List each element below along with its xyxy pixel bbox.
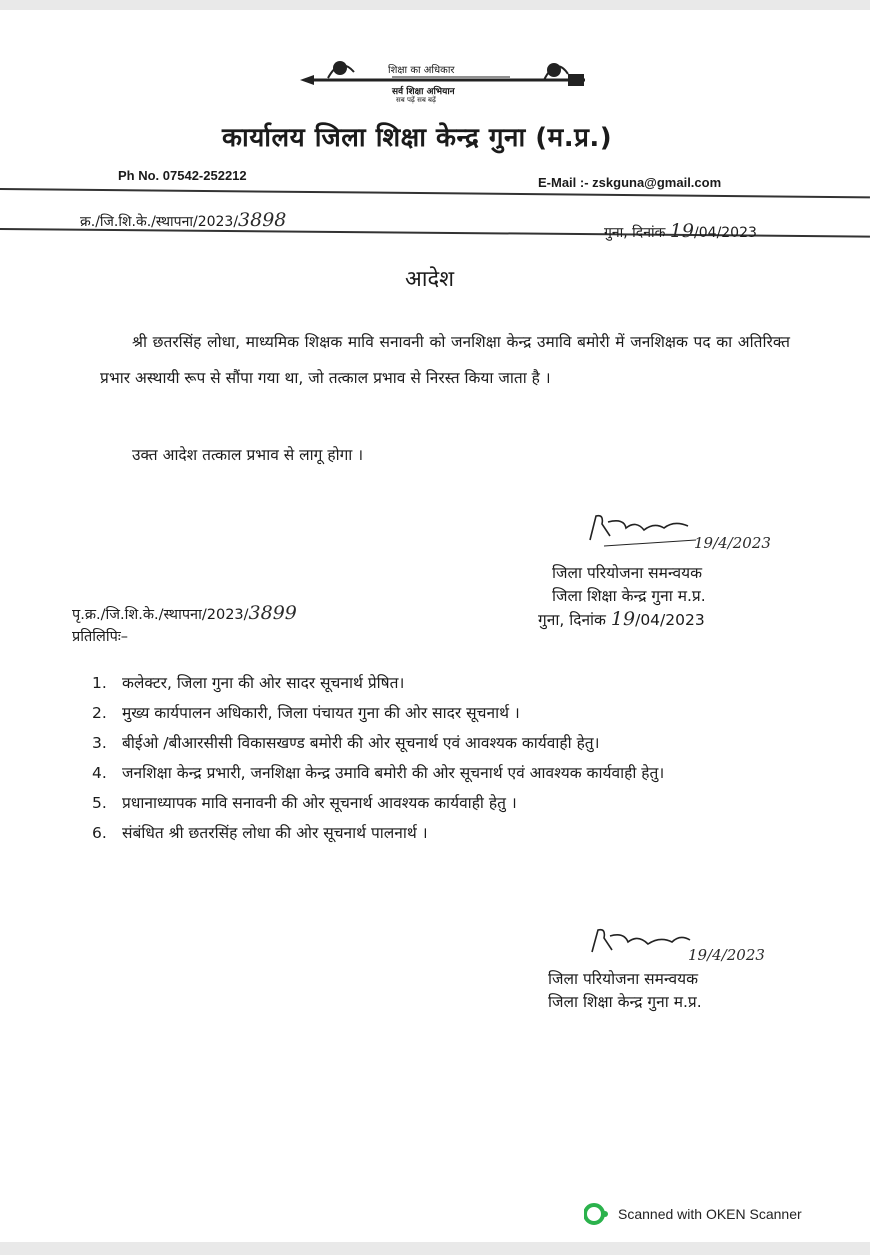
scanner-watermark bbox=[584, 1203, 802, 1228]
pencil-logo-icon bbox=[300, 50, 600, 110]
distribution-list bbox=[92, 672, 792, 852]
list-item-text: संबंधित श्री छतरसिंह लोधा की ओर सूचनार्थ पालनार्थ । bbox=[122, 824, 428, 842]
scanner-watermark-text: Scanned with OKEN Scanner bbox=[618, 1206, 802, 1223]
list-item-number: 5. bbox=[92, 794, 107, 812]
copy-reference-prefix: पृ.क्र./जि.शि.के./स्थापना/2023/ bbox=[72, 607, 249, 623]
order-heading: आदेश bbox=[405, 267, 455, 292]
header-rule-top bbox=[0, 188, 870, 198]
reference-prefix: क्र./जि.शि.के./स्थापना/2023/ bbox=[80, 214, 239, 230]
order-reference bbox=[80, 209, 286, 231]
date-day-handwritten: 19 bbox=[669, 220, 695, 242]
list-item bbox=[92, 792, 792, 815]
list-item-number: 3. bbox=[92, 734, 107, 752]
copy-date-prefix: गुना, दिनांक bbox=[538, 611, 611, 629]
copy-reference bbox=[72, 602, 297, 624]
order-date bbox=[604, 220, 757, 242]
reference-number-handwritten: 3898 bbox=[238, 209, 287, 231]
list-item-number: 6. bbox=[92, 824, 107, 842]
signature-2-date-handwritten: 19/4/2023 bbox=[688, 946, 765, 964]
list-item bbox=[92, 822, 792, 845]
copy-reference-number-handwritten: 3899 bbox=[248, 602, 297, 624]
list-item bbox=[92, 702, 792, 725]
logo-tagline: शिक्षा का अधिकार bbox=[388, 65, 455, 76]
signature-scrawl-1 bbox=[584, 510, 704, 550]
logo-subtitle: सर्व शिक्षा अभियान bbox=[392, 87, 455, 97]
list-item bbox=[92, 762, 792, 785]
signature-1-designation: जिला परियोजना समन्वयक bbox=[552, 564, 703, 582]
signature-2-designation: जिला परियोजना समन्वयक bbox=[548, 970, 699, 988]
copy-label: प्रतिलिपिः– bbox=[72, 629, 129, 645]
document-page bbox=[0, 10, 870, 1242]
logo-motto: सब पढ़ें सब बढ़ें bbox=[396, 96, 436, 104]
phone-number: Ph No. 07542-252212 bbox=[118, 168, 247, 183]
sarva-shiksha-abhiyan-logo bbox=[300, 50, 600, 110]
order-effect-line: उक्त आदेश तत्काल प्रभाव से लागू होगा । bbox=[132, 446, 364, 464]
list-item bbox=[92, 732, 792, 755]
signature-1-office: जिला शिक्षा केन्द्र गुना म.प्र. bbox=[552, 587, 706, 605]
signature-1-date-handwritten: 19/4/2023 bbox=[694, 534, 771, 552]
copy-date-rest: /04/2023 bbox=[635, 611, 705, 629]
signature-2-block bbox=[548, 968, 702, 1014]
list-item-number: 4. bbox=[92, 764, 107, 782]
list-item-number: 2. bbox=[92, 704, 107, 722]
date-prefix: गुना, दिनांक bbox=[604, 225, 670, 241]
signature-scrawl-2 bbox=[586, 922, 696, 962]
copy-date-day-handwritten: 19 bbox=[610, 608, 636, 630]
list-item-text: प्रधानाध्यापक मावि सनावनी की ओर सूचनार्थ आवश्यक कार्यवाही हेतु । bbox=[122, 794, 517, 812]
email-address: E-Mail :- zskguna@gmail.com bbox=[538, 175, 722, 190]
date-rest: /04/2023 bbox=[694, 225, 757, 241]
list-item-number: 1. bbox=[92, 674, 107, 692]
list-item-text: जनशिक्षा केन्द्र प्रभारी, जनशिक्षा केन्द्र उमावि बमोरी की ओर सूचनार्थ एवं आवश्यक कार्यवाही हेतु। bbox=[122, 764, 665, 782]
list-item-text: बीईओ /बीआरसीसी विकासखण्ड बमोरी की ओर सूचनार्थ एवं आवश्यक कार्यवाही हेतु। bbox=[122, 734, 600, 752]
signature-2-office: जिला शिक्षा केन्द्र गुना म.प्र. bbox=[548, 993, 702, 1011]
oken-scanner-icon bbox=[584, 1203, 610, 1228]
list-item-text: मुख्य कार्यपालन अधिकारी, जिला पंचायत गुना की ओर सादर सूचनार्थ । bbox=[122, 704, 520, 722]
list-item-text: कलेक्टर, जिला गुना की ओर सादर सूचनार्थ प्रेषित। bbox=[122, 674, 405, 692]
office-title: कार्यालय जिला शिक्षा केन्द्र गुना (म.प्र.) bbox=[222, 123, 613, 153]
order-paragraph: श्री छतरसिंह लोधा, माध्यमिक शिक्षक मावि सनावनी को जनशिक्षा केन्द्र उमावि बमोरी में जनशिक्षक पद का अतिरिक्त प्रभार अस्थायी रूप से सौंपा गया था, जो तत्काल प्रभाव से निरस्त किया जाता है । bbox=[100, 333, 790, 387]
copy-date bbox=[538, 608, 705, 630]
signature-1-block bbox=[552, 562, 706, 608]
list-item bbox=[92, 672, 792, 695]
